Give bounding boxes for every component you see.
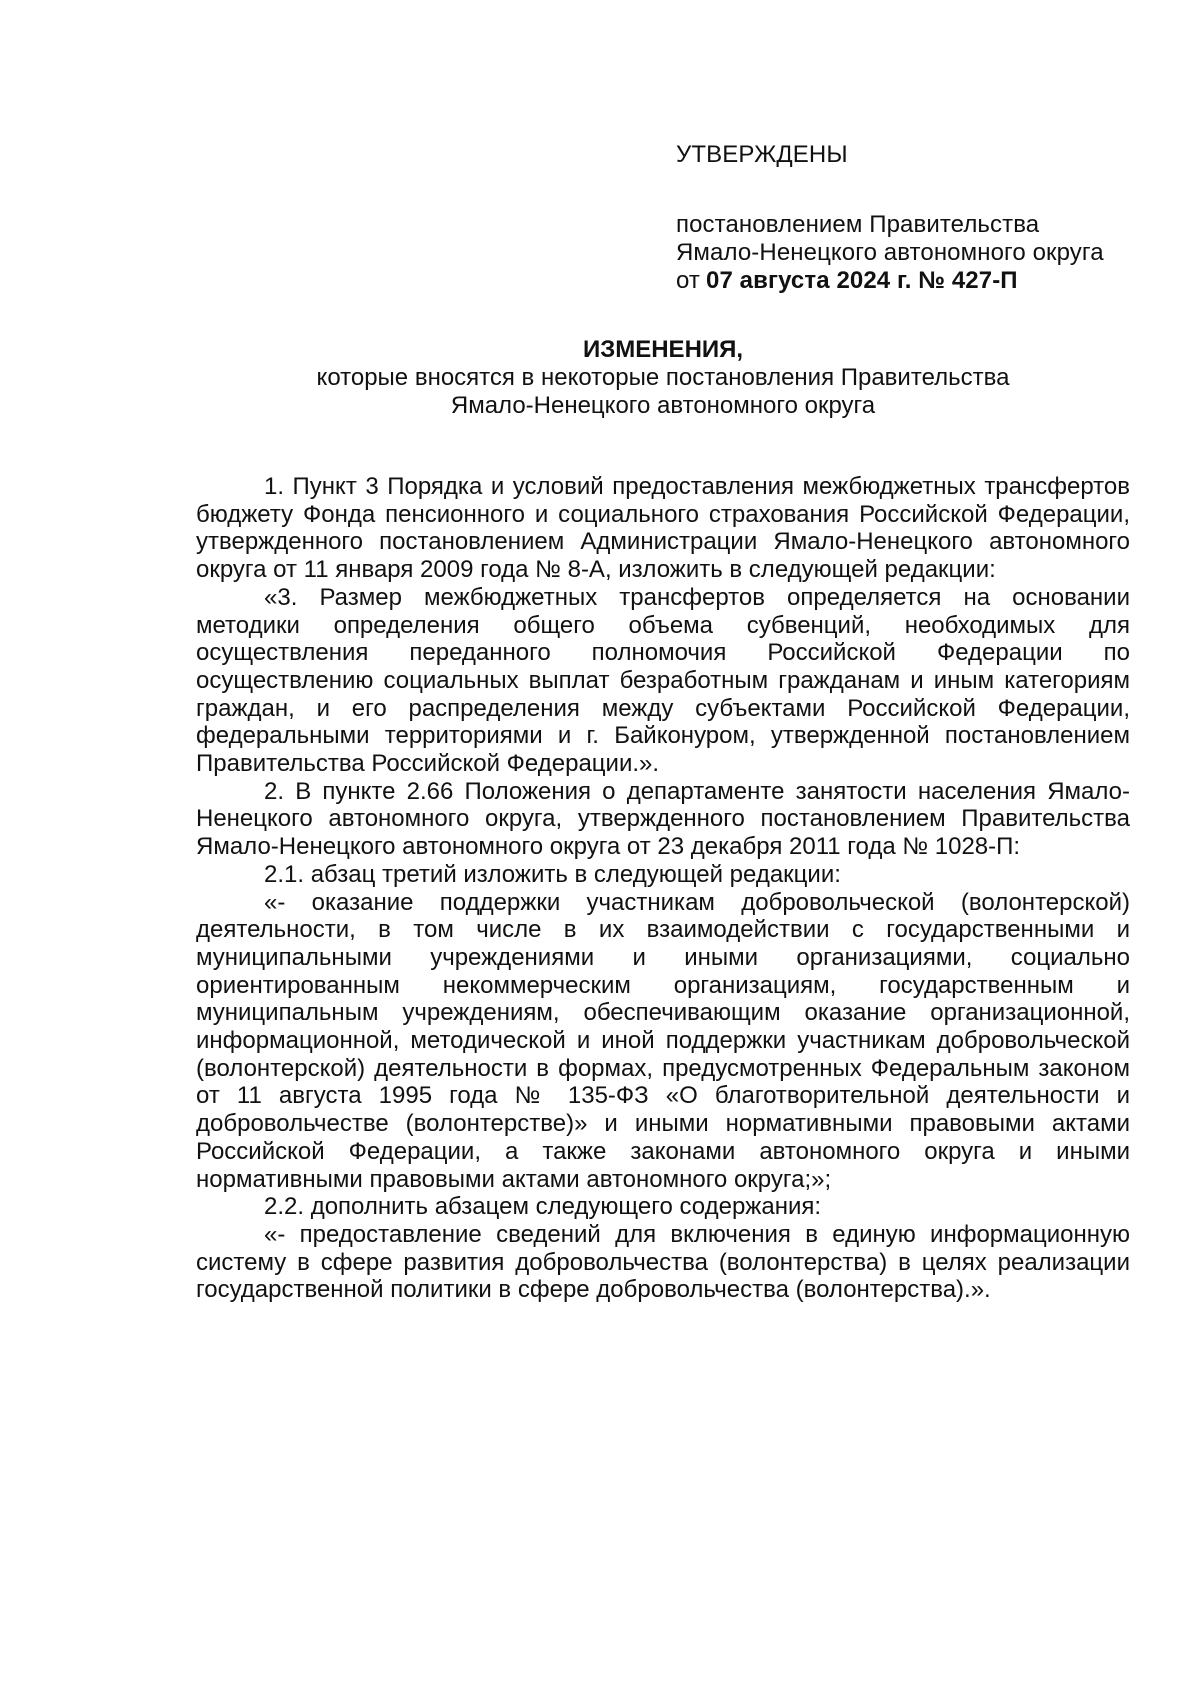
approval-date-prefix: от bbox=[676, 267, 701, 294]
document-title: ИЗМЕНЕНИЯ, bbox=[582, 336, 744, 363]
approval-block bbox=[676, 141, 1136, 295]
approval-line-2: Ямало-Ненецкого автономного округа bbox=[676, 239, 1104, 266]
approval-heading: УТВЕРЖДЕНЫ bbox=[676, 141, 848, 168]
approval-line-1: постановлением Правительства bbox=[676, 211, 1040, 238]
paragraph-2: 2. В пункте 2.66 Положения о департаменте занятости населения Ямало-Ненецкого автономного округа, утвержденного постановлением Правительства Ямало-Ненецкого автономного округа от 23 декабря 2011 года № 1028-П: bbox=[196, 777, 1130, 861]
document-heading bbox=[195, 336, 1131, 420]
decree-number: 07 августа 2024 г. № 427-П bbox=[706, 267, 1018, 294]
document-subtitle-line-1: которые вносятся в некоторые постановления Правительства bbox=[316, 364, 1010, 391]
paragraph-1: 1. Пункт 3 Порядка и условий предоставления межбюджетных трансфертов бюджету Фонда пенсионного и социального страхования Российской Федерации, утвержденного постановлением Администрации Ямало-Ненецкого автономного округа от 11 января 2009 года № 8-А, изложить в следующей редакции: bbox=[196, 473, 1130, 584]
document-body bbox=[196, 473, 1130, 1304]
approval-date-line bbox=[676, 267, 1136, 295]
paragraph-2-2: 2.2. дополнить абзацем следующего содержания: bbox=[264, 1193, 822, 1221]
paragraph-2-1: 2.1. абзац третий изложить в следующей редакции: bbox=[264, 860, 841, 888]
document-subtitle-line-2: Ямало-Ненецкого автономного округа bbox=[450, 392, 876, 419]
paragraph-1-quote: «3. Размер межбюджетных трансфертов определяется на основании методики определения общего объема субвенций, необходимых для осуществления переданного полномочия Российской Федерации по осуществлению социальных выплат безработным гражданам и иным категориям граждан, и его распределения между субъектами Российской Федерации, федеральными территориями и г. Байконуром, утвержденной постановлением Правительства Российской Федерации.». bbox=[196, 583, 1130, 778]
paragraph-2-1-quote: «- оказание поддержки участникам добровольческой (волонтерской) деятельности, в том числе в их взаимодействии с государственными и муниципальными учреждениями и иными организациями, социально ориентированным некоммерческим организациям, государственным и муниципальным учреждениям, обеспечивающим оказание организационной, информационной, методической и иной поддержки участникам добровольческой (волонтерской) деятельности в формах, предусмотренных Федеральным законом от 11 августа 1995 года № 135-ФЗ «О благотворительной деятельности и добровольчестве (волонтерстве)» и иными нормативными правовыми актами Российской Федерации, а также законами автономного округа и иными нормативными правовыми актами автономного округа;»; bbox=[196, 888, 1130, 1193]
paragraph-2-2-quote: «- предоставление сведений для включения в единую информационную систему в сфере развития добровольчества (волонтерства) в целях реализации государственной политики в сфере добровольчества (волонтерства).». bbox=[196, 1220, 1130, 1304]
